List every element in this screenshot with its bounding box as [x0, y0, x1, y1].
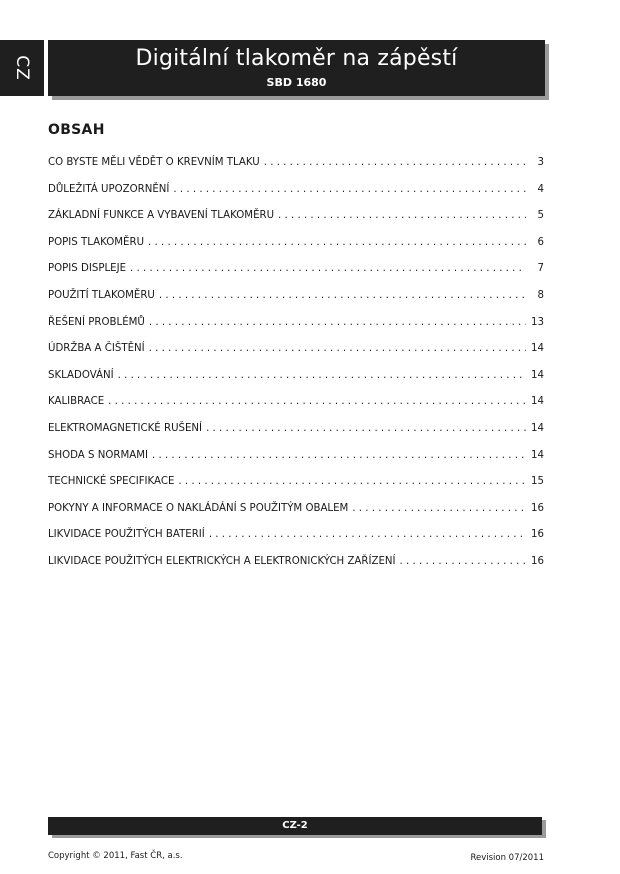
toc-dot-leader	[130, 263, 526, 274]
toc-entry-page: 8	[537, 289, 544, 301]
revision-text: Revision 07/2011	[470, 853, 544, 863]
toc-dot-leader	[209, 529, 526, 540]
toc-entry-page: 14	[531, 449, 544, 461]
toc-entry-title: SKLADOVÁNÍ	[48, 369, 114, 381]
toc-entry-title: LIKVIDACE POUŽITÝCH ELEKTRICKÝCH A ELEKTRONICKÝCH ZAŘÍZENÍ	[48, 555, 396, 567]
toc-entry[interactable]	[48, 476, 544, 503]
toc-dot-leader	[264, 157, 526, 168]
toc-dot-leader	[278, 210, 526, 221]
toc-dot-leader	[149, 317, 526, 328]
language-label: CZ	[12, 55, 32, 81]
toc-dot-leader	[152, 450, 526, 461]
toc-entry[interactable]	[48, 423, 544, 450]
toc-dot-leader	[206, 423, 526, 434]
toc-dot-leader	[352, 503, 526, 514]
toc-entry-page: 15	[531, 476, 544, 488]
toc-entry-title: ŘEŠENÍ PROBLÉMŮ	[48, 316, 145, 328]
toc-dot-leader	[178, 476, 526, 487]
toc-entry-page: 16	[531, 529, 544, 541]
toc-entry-title: POUŽITÍ TLAKOMĚRU	[48, 289, 155, 301]
header-bar	[48, 40, 545, 96]
toc-entry[interactable]	[48, 237, 544, 264]
toc-entry[interactable]	[48, 210, 544, 237]
copyright-text: Copyright © 2011, Fast ČR, a.s.	[48, 851, 183, 861]
toc-entry-title: LIKVIDACE POUŽITÝCH BATERIÍ	[48, 529, 205, 541]
toc-entry[interactable]	[48, 450, 544, 477]
toc-entry-page: 14	[531, 422, 544, 434]
toc-entry-title: ZÁKLADNÍ FUNKCE A VYBAVENÍ TLAKOMĚRU	[48, 210, 275, 222]
toc-entry[interactable]	[48, 503, 544, 530]
toc-entry[interactable]	[48, 290, 544, 317]
toc-entry-title: CO BYSTE MĚLI VĚDĚT O KREVNÍM TLAKU	[48, 157, 260, 168]
toc-dot-leader	[173, 184, 526, 195]
toc-entry-page: 16	[531, 502, 544, 514]
toc-entry[interactable]	[48, 317, 544, 344]
toc-entry[interactable]	[48, 556, 544, 583]
toc-dot-leader	[108, 396, 526, 407]
toc-dot-leader	[159, 290, 526, 301]
toc-entry[interactable]	[48, 184, 544, 211]
toc-entry[interactable]	[48, 343, 544, 370]
toc-entry-page: 3	[537, 157, 544, 168]
toc-entry[interactable]	[48, 263, 544, 290]
toc-entry-page: 16	[531, 555, 544, 567]
toc-dot-leader	[400, 556, 526, 567]
toc-dot-leader	[149, 343, 526, 354]
document-title: Digitální tlakoměr na zápěstí	[135, 46, 458, 71]
table-of-contents	[48, 157, 544, 583]
toc-entry-page: 7	[537, 263, 544, 275]
toc-entry-title: POPIS DISPLEJE	[48, 263, 127, 275]
toc-entry[interactable]	[48, 370, 544, 397]
toc-heading: OBSAH	[48, 122, 105, 138]
toc-entry-page: 5	[537, 210, 544, 222]
toc-entry[interactable]	[48, 157, 544, 184]
toc-entry-title: ÚDRŽBA A ČIŠTĚNÍ	[48, 343, 145, 355]
toc-entry-page: 4	[537, 183, 544, 195]
language-tab	[0, 40, 44, 96]
toc-entry[interactable]	[48, 396, 544, 423]
toc-entry[interactable]	[48, 529, 544, 556]
toc-entry-page: 14	[531, 369, 544, 381]
toc-entry-title: DŮLEŽITÁ UPOZORNĚNÍ	[48, 183, 170, 195]
toc-entry-page: 6	[537, 236, 544, 248]
toc-entry-page: 13	[531, 316, 544, 328]
toc-entry-page: 14	[531, 396, 544, 408]
model-number: SBD 1680	[266, 76, 327, 89]
toc-dot-leader	[148, 237, 526, 248]
toc-entry-title: SHODA S NORMAMI	[48, 449, 148, 461]
toc-entry-title: ELEKTROMAGNETICKÉ RUŠENÍ	[48, 422, 203, 434]
toc-dot-leader	[118, 370, 526, 381]
page-number: CZ-2	[282, 820, 308, 831]
toc-entry-title: KALIBRACE	[48, 396, 105, 408]
toc-entry-page: 14	[531, 343, 544, 355]
toc-entry-title: POKYNY A INFORMACE O NAKLÁDÁNÍ S POUŽITÝM OBALEM	[48, 502, 349, 514]
toc-entry-title: POPIS TLAKOMĚRU	[48, 236, 145, 248]
page-number-bar	[48, 817, 542, 835]
toc-entry-title: TECHNICKÉ SPECIFIKACE	[48, 476, 175, 488]
